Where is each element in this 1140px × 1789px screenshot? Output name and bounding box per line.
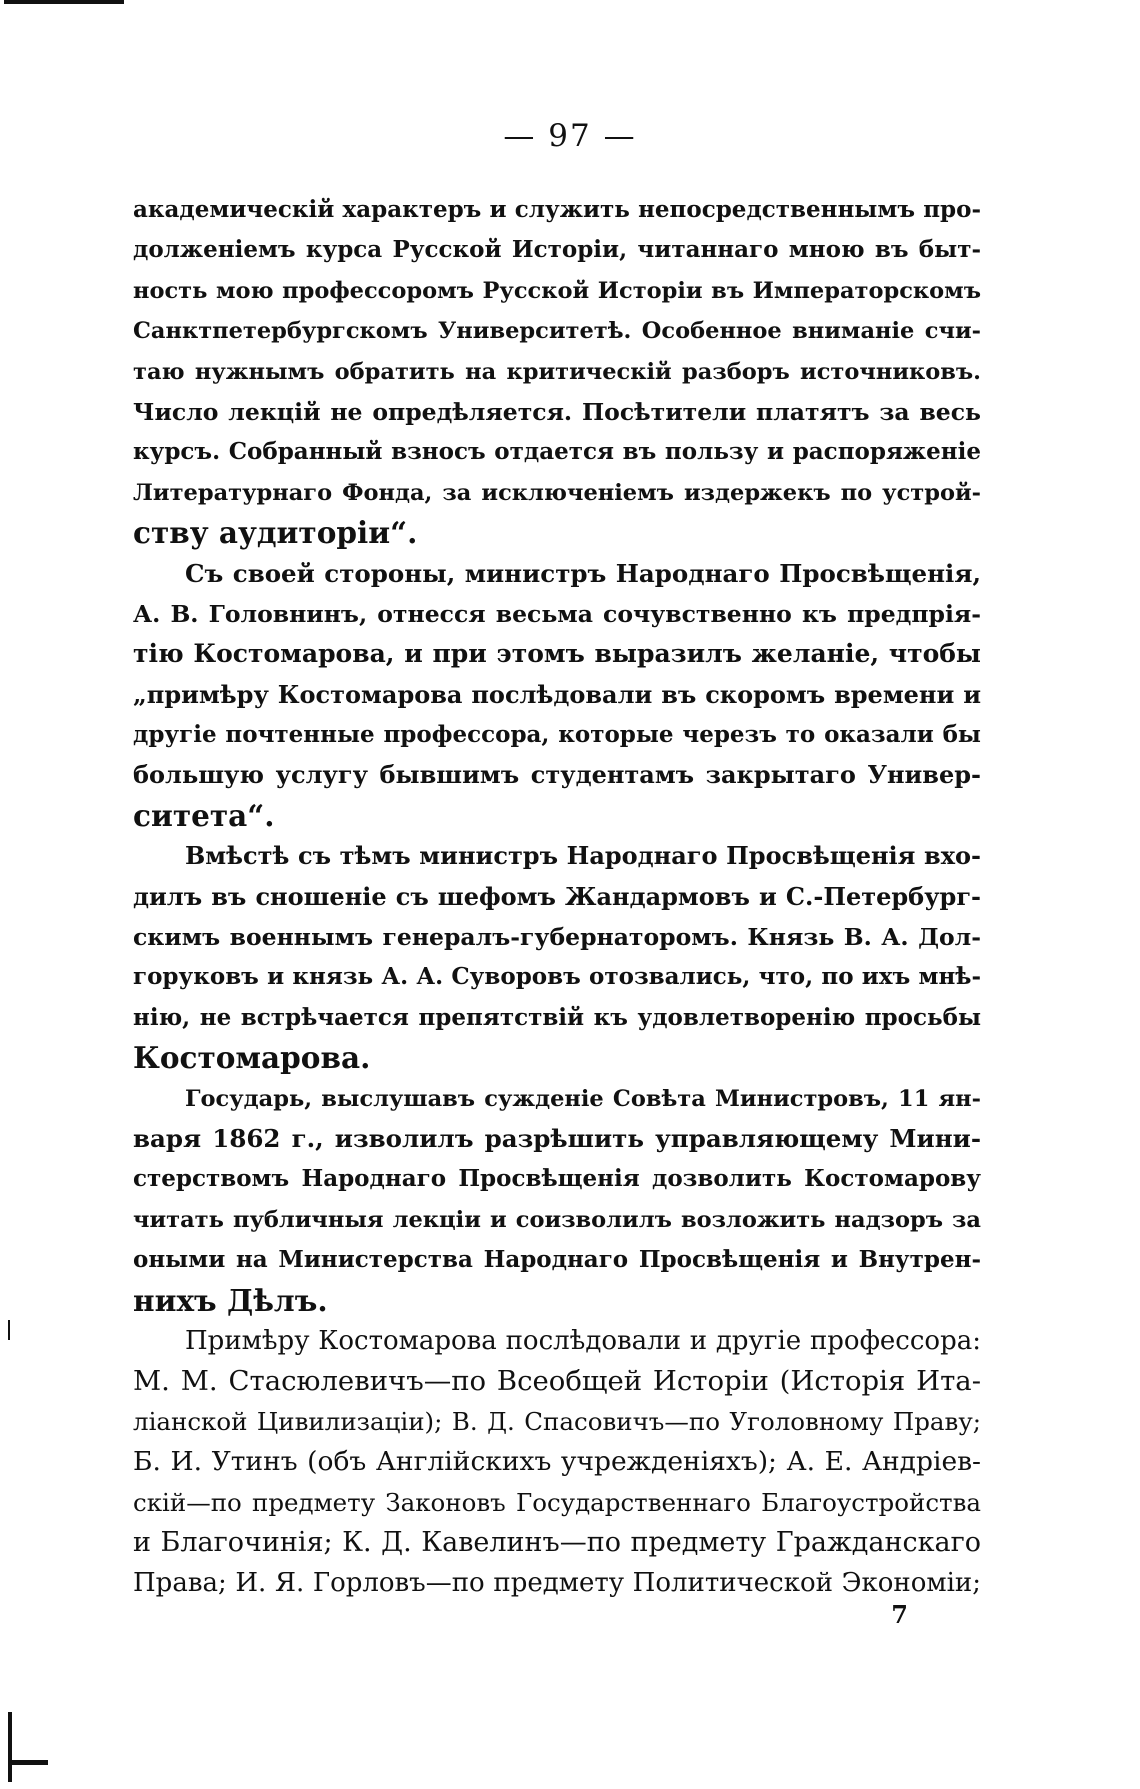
text-line: Санктпетербургскомъ Университетѣ. Особенное вниманіе счи- <box>133 318 981 345</box>
paragraph <box>133 1079 981 1321</box>
text-line: Литературнаго Фонда, за исключеніемъ издержекъ по устрой- <box>133 479 981 506</box>
paragraph <box>133 1321 981 1604</box>
paragraph <box>133 554 981 837</box>
text-line: долженіемъ курса Русской Исторіи, читаннаго мною въ быт- <box>133 236 981 264</box>
text-line: А. В. Головнинъ, отнесся весьма сочувственно къ предпрія- <box>133 599 981 628</box>
text-line: ліанской Цивилизаціи); В. Д. Спасовичъ—по Уголовному Праву; <box>133 1406 981 1436</box>
page-number: — 97 — <box>503 118 637 154</box>
text-line: ству аудиторіи“. <box>133 515 418 551</box>
text-line: Б. И. Утинъ (объ Англійскихъ учрежденіяхъ); А. Е. Андріев- <box>133 1446 981 1478</box>
text-line: дилъ въ сношеніе съ шефомъ Жандармовъ и С.-Петербург- <box>133 881 981 911</box>
text-line: большую услугу бывшимъ студентамъ закрытаго Универ- <box>133 760 981 790</box>
text-line: читать публичныя лекціи и соизволилъ возложить надзоръ за <box>133 1206 981 1233</box>
text-line: тію Костомарова, и при этомъ выразилъ желаніе, чтобы <box>133 639 981 669</box>
text-line: оными на Министерства Народнаго Просвѣщенія и Внутрен- <box>133 1246 981 1274</box>
text-line: горуковъ и князь А. А. Суворовъ отозвались, что, по ихъ мнѣ- <box>133 963 981 991</box>
text-line: М. М. Стасюлевичъ—по Всеобщей Исторіи (Исторія Ита- <box>133 1365 981 1398</box>
text-line: Костомарова. <box>133 1040 371 1076</box>
text-line: ситета“. <box>133 797 275 833</box>
text-line: Примѣру Костомарова послѣдовали и другіе профессора: <box>185 1325 981 1356</box>
paragraph <box>133 836 981 1078</box>
text-line: скимъ военнымъ генералъ-губернаторомъ. Князь В. А. Дол- <box>133 923 981 952</box>
text-line: Число лекцій не опредѣляется. Посѣтители платятъ за весь <box>133 397 981 426</box>
text-line: академическій характеръ и служить непосредственнымъ про- <box>133 196 981 223</box>
text-line: Государь, выслушавъ сужденіе Совѣта Министровъ, 11 ян- <box>185 1085 981 1112</box>
text-line: нію, не встрѣчается препятствій къ удовлетворенію просьбы <box>133 1003 981 1031</box>
text-line: курсъ. Собранный взносъ отдается въ пользу и распоряженіе <box>133 438 981 466</box>
text-line: другіе почтенные профессора, которые черезъ то оказали бы <box>133 721 981 749</box>
printer-signature: 7 <box>891 1600 908 1629</box>
text-line: и Благочинія; К. Д. Кавелинъ—по предмету Гражданскаго <box>133 1526 981 1558</box>
body-text <box>133 190 981 1604</box>
scan-artifact <box>8 1320 10 1340</box>
text-line: Съ своей стороны, министръ Народнаго Просвѣщенія, <box>185 558 981 588</box>
text-line: ность мою профессоромъ Русской Исторіи въ Императорскомъ <box>133 277 981 304</box>
text-line: „примѣру Костомарова послѣдовали въ скоромъ времени и <box>133 679 981 709</box>
text-line: стерствомъ Народнаго Просвѣщенія дозволить Костомарову <box>133 1165 981 1193</box>
text-line: таю нужнымъ обратить на критическій разборъ источниковъ. <box>133 358 981 385</box>
paragraph <box>133 190 981 554</box>
text-line: Права; И. Я. Горловъ—по предмету Политической Экономіи; <box>133 1568 981 1599</box>
scan-artifact <box>8 1712 12 1782</box>
text-line: нихъ Дѣлъ. <box>133 1282 328 1318</box>
scan-artifact <box>8 1760 48 1765</box>
text-line: Вмѣстѣ съ тѣмъ министръ Народнаго Просвѣщенія вхо- <box>185 841 981 871</box>
scan-artifact <box>4 0 124 4</box>
text-line: варя 1862 г., изволилъ разрѣшить управляющему Мини- <box>133 1123 981 1153</box>
text-line: скій—по предмету Законовъ Государственнаго Благоустройства <box>133 1487 981 1517</box>
